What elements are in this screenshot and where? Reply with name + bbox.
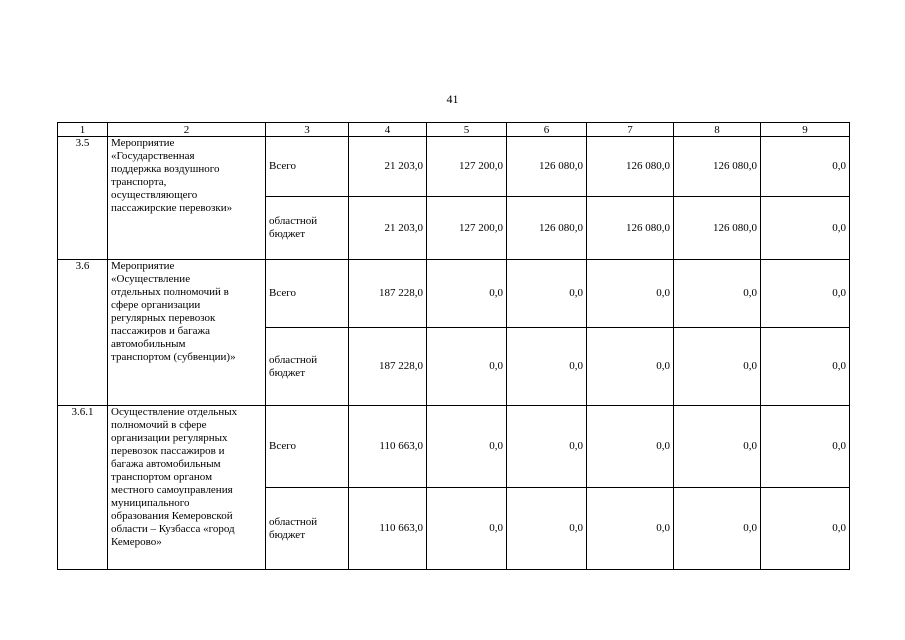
item-name-line: автомобильным xyxy=(111,338,186,350)
funding-source-line: бюджет xyxy=(269,366,305,379)
value-cell: 0,0 xyxy=(761,197,850,260)
item-name-line: Мероприятие xyxy=(111,137,175,149)
item-name-line: «Осуществление xyxy=(111,273,191,285)
value-cell: 126 080,0 xyxy=(674,137,761,197)
table-row xyxy=(58,260,850,328)
item-name-line: организации регулярных xyxy=(111,432,228,444)
value-cell: 0,0 xyxy=(427,260,507,328)
column-header: 2 xyxy=(108,123,266,137)
table-row xyxy=(58,406,850,488)
value-cell: 0,0 xyxy=(587,328,674,406)
funding-source-line: Всего xyxy=(269,287,296,299)
item-name-line: транспортом (субвенции)» xyxy=(111,351,236,363)
value-cell: 21 203,0 xyxy=(349,197,427,260)
funding-source xyxy=(266,260,349,328)
value-cell: 0,0 xyxy=(761,406,850,488)
value-cell: 187 228,0 xyxy=(349,260,427,328)
value-cell: 0,0 xyxy=(761,328,850,406)
column-header: 9 xyxy=(761,123,850,137)
column-number-row xyxy=(58,123,850,137)
item-name-line: регулярных перевозок xyxy=(111,312,216,324)
page-number: 41 xyxy=(446,92,459,106)
value-cell: 127 200,0 xyxy=(427,197,507,260)
column-header: 6 xyxy=(507,123,587,137)
funding-source-line: бюджет xyxy=(269,528,305,541)
value-cell: 110 663,0 xyxy=(349,406,427,488)
funding-source xyxy=(266,137,349,197)
funding-source xyxy=(266,406,349,488)
table-row xyxy=(58,137,850,197)
value-cell: 126 080,0 xyxy=(587,197,674,260)
value-cell: 0,0 xyxy=(674,328,761,406)
funding-source-line: Всего xyxy=(269,440,296,452)
value-cell: 126 080,0 xyxy=(507,137,587,197)
value-cell: 0,0 xyxy=(587,260,674,328)
value-cell: 0,0 xyxy=(674,260,761,328)
item-name-line: транспорта, xyxy=(111,176,167,188)
item-name-line: образования Кемеровской xyxy=(111,510,233,522)
value-cell: 0,0 xyxy=(587,488,674,570)
item-name-line: Мероприятие xyxy=(111,260,175,272)
value-cell: 110 663,0 xyxy=(349,488,427,570)
item-name-line: Осуществление отдельных xyxy=(111,406,238,418)
funding-source xyxy=(266,488,349,570)
funding-source-line: бюджет xyxy=(269,228,305,240)
value-cell: 0,0 xyxy=(427,488,507,570)
item-name-line: пассажирские перевозки» xyxy=(111,202,233,214)
funding-source-line: областной xyxy=(269,515,318,528)
item-name xyxy=(108,137,266,260)
funding-source xyxy=(266,328,349,406)
item-name-line: пассажиров и багажа xyxy=(111,325,210,337)
item-number: 3.6.1 xyxy=(58,406,108,570)
item-name-line: поддержка воздушного xyxy=(111,163,220,175)
value-cell: 0,0 xyxy=(507,406,587,488)
funding-source-line: областной xyxy=(269,353,318,366)
column-header: 1 xyxy=(58,123,108,137)
funding-source-line: Всего xyxy=(269,160,296,172)
item-name-line: отдельных полномочий в xyxy=(111,286,229,298)
value-cell: 127 200,0 xyxy=(427,137,507,197)
value-cell: 21 203,0 xyxy=(349,137,427,197)
value-cell: 126 080,0 xyxy=(507,197,587,260)
column-header: 4 xyxy=(349,123,427,137)
value-cell: 126 080,0 xyxy=(587,137,674,197)
value-cell: 187 228,0 xyxy=(349,328,427,406)
value-cell: 0,0 xyxy=(507,328,587,406)
value-cell: 0,0 xyxy=(761,137,850,197)
item-name-line: сфере организации xyxy=(111,299,201,311)
item-number: 3.6 xyxy=(58,260,108,406)
funding-source xyxy=(266,197,349,260)
item-name-line: транспортом органом xyxy=(111,471,213,483)
value-cell: 0,0 xyxy=(427,328,507,406)
item-name-line: багажа автомобильным xyxy=(111,458,221,470)
item-number: 3.5 xyxy=(58,137,108,260)
value-cell: 0,0 xyxy=(674,406,761,488)
value-cell: 0,0 xyxy=(587,406,674,488)
column-header: 5 xyxy=(427,123,507,137)
item-name-line: местного самоуправления xyxy=(111,484,233,496)
item-name-line: области – Кузбасса «город xyxy=(111,523,235,535)
item-name xyxy=(108,406,266,570)
item-name-line: полномочий в сфере xyxy=(111,419,207,431)
value-cell: 126 080,0 xyxy=(674,197,761,260)
value-cell: 0,0 xyxy=(507,488,587,570)
column-header: 3 xyxy=(266,123,349,137)
value-cell: 0,0 xyxy=(761,488,850,570)
item-name-line: «Государственная xyxy=(111,150,195,162)
item-name-line: муниципального xyxy=(111,497,190,509)
item-name-line: осуществляющего xyxy=(111,189,198,201)
column-header: 8 xyxy=(674,123,761,137)
funding-source-line: областной xyxy=(269,215,318,227)
column-header: 7 xyxy=(587,123,674,137)
value-cell: 0,0 xyxy=(674,488,761,570)
value-cell: 0,0 xyxy=(507,260,587,328)
item-name-line: перевозок пассажиров и xyxy=(111,445,225,457)
item-name-line: Кемерово» xyxy=(111,536,162,548)
value-cell: 0,0 xyxy=(761,260,850,328)
budget-table xyxy=(57,122,850,570)
item-name xyxy=(108,260,266,406)
value-cell: 0,0 xyxy=(427,406,507,488)
